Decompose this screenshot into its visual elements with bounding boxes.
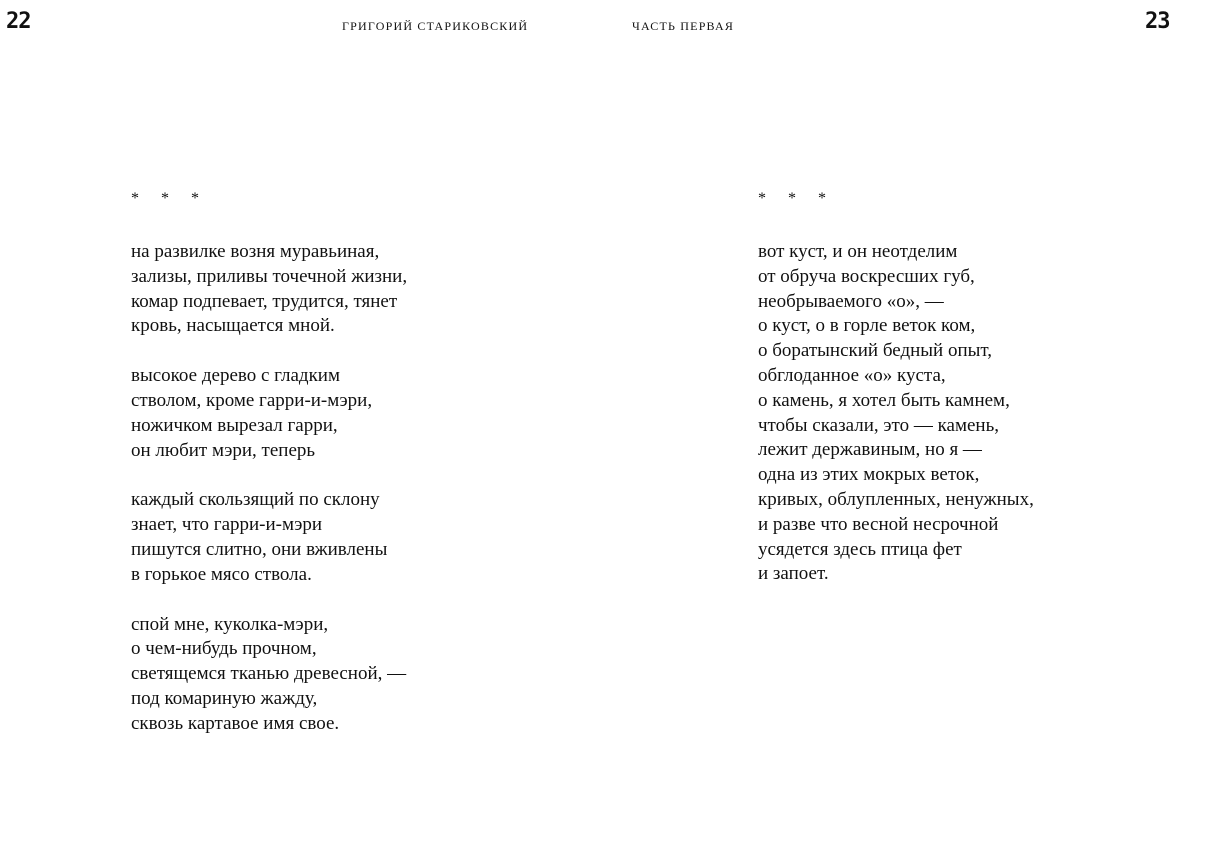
poem-line: кривых, облупленных, ненужных,	[758, 488, 1034, 510]
left-page-number: 22	[6, 9, 31, 34]
poem-line: и запоет.	[758, 563, 829, 585]
poem-line: светящемся тканью древесной, —	[131, 663, 407, 685]
poem-line: стволом, кроме гарри-и-мэри,	[131, 389, 373, 411]
poem-line: о куст, о в горле веток ком,	[758, 315, 976, 337]
left-page-poem	[131, 187, 407, 762]
poem-line: кровь, насыщается мной.	[131, 315, 335, 337]
poem-line: и разве что весной несрочной	[758, 513, 999, 535]
poem-line: о чем-нибудь прочном,	[131, 638, 317, 660]
left-running-head: ГРИГОРИЙ СТАРИКОВСКИЙ	[342, 19, 529, 33]
right-poem-stanza-1	[758, 240, 1034, 587]
right-running-head: ЧАСТЬ ПЕРВАЯ	[632, 19, 735, 33]
left-poem-separator: * * *	[131, 190, 208, 207]
poem-line: зализы, приливы точечной жизни,	[131, 265, 408, 287]
left-poem-stanza-4	[131, 613, 407, 737]
poem-line: о камень, я хотел быть камнем,	[758, 389, 1010, 411]
poem-line: на развилке возня муравьиная,	[131, 241, 380, 262]
left-poem-stanza-1	[131, 240, 407, 339]
right-page-number: 23	[1145, 9, 1170, 34]
poem-line: одна из этих мокрых веток,	[758, 464, 980, 486]
poem-line: ножичком вырезал гарри,	[131, 414, 338, 436]
poem-line: пишутся слитно, они вживлены	[131, 538, 388, 560]
left-poem-stanza-2	[131, 364, 407, 463]
poem-line: он любит мэри, теперь	[131, 439, 316, 461]
right-poem-separator: * * *	[758, 190, 835, 207]
poem-line: вот куст, и он неотделим	[758, 241, 958, 262]
poem-line: усядется здесь птица фет	[758, 538, 962, 560]
poem-line: от обруча воскресших губ,	[758, 265, 975, 287]
poem-line: комар подпевает, трудится, тянет	[131, 290, 398, 312]
poem-line: необрываемого «о», —	[758, 290, 944, 312]
poem-line: знает, что гарри-и-мэри	[131, 514, 323, 536]
poem-line: под комариную жажду,	[131, 687, 318, 709]
poem-line: спой мне, куколка-мэри,	[131, 613, 329, 635]
left-poem-stanza-3	[131, 488, 407, 587]
poem-line: обглоданное «о» куста,	[758, 364, 946, 386]
poem-line: сквозь картавое имя свое.	[131, 712, 340, 734]
poem-line: в горькое мясо ствола.	[131, 563, 312, 585]
right-page-poem	[758, 187, 1034, 612]
poem-line: чтобы сказали, это — камень,	[758, 414, 999, 436]
poem-line: лежит державиным, но я —	[758, 439, 982, 461]
poem-line: о боратынский бедный опыт,	[758, 340, 993, 362]
poem-line: высокое дерево с гладким	[131, 365, 340, 387]
poem-line: каждый скользящий по склону	[131, 489, 380, 511]
